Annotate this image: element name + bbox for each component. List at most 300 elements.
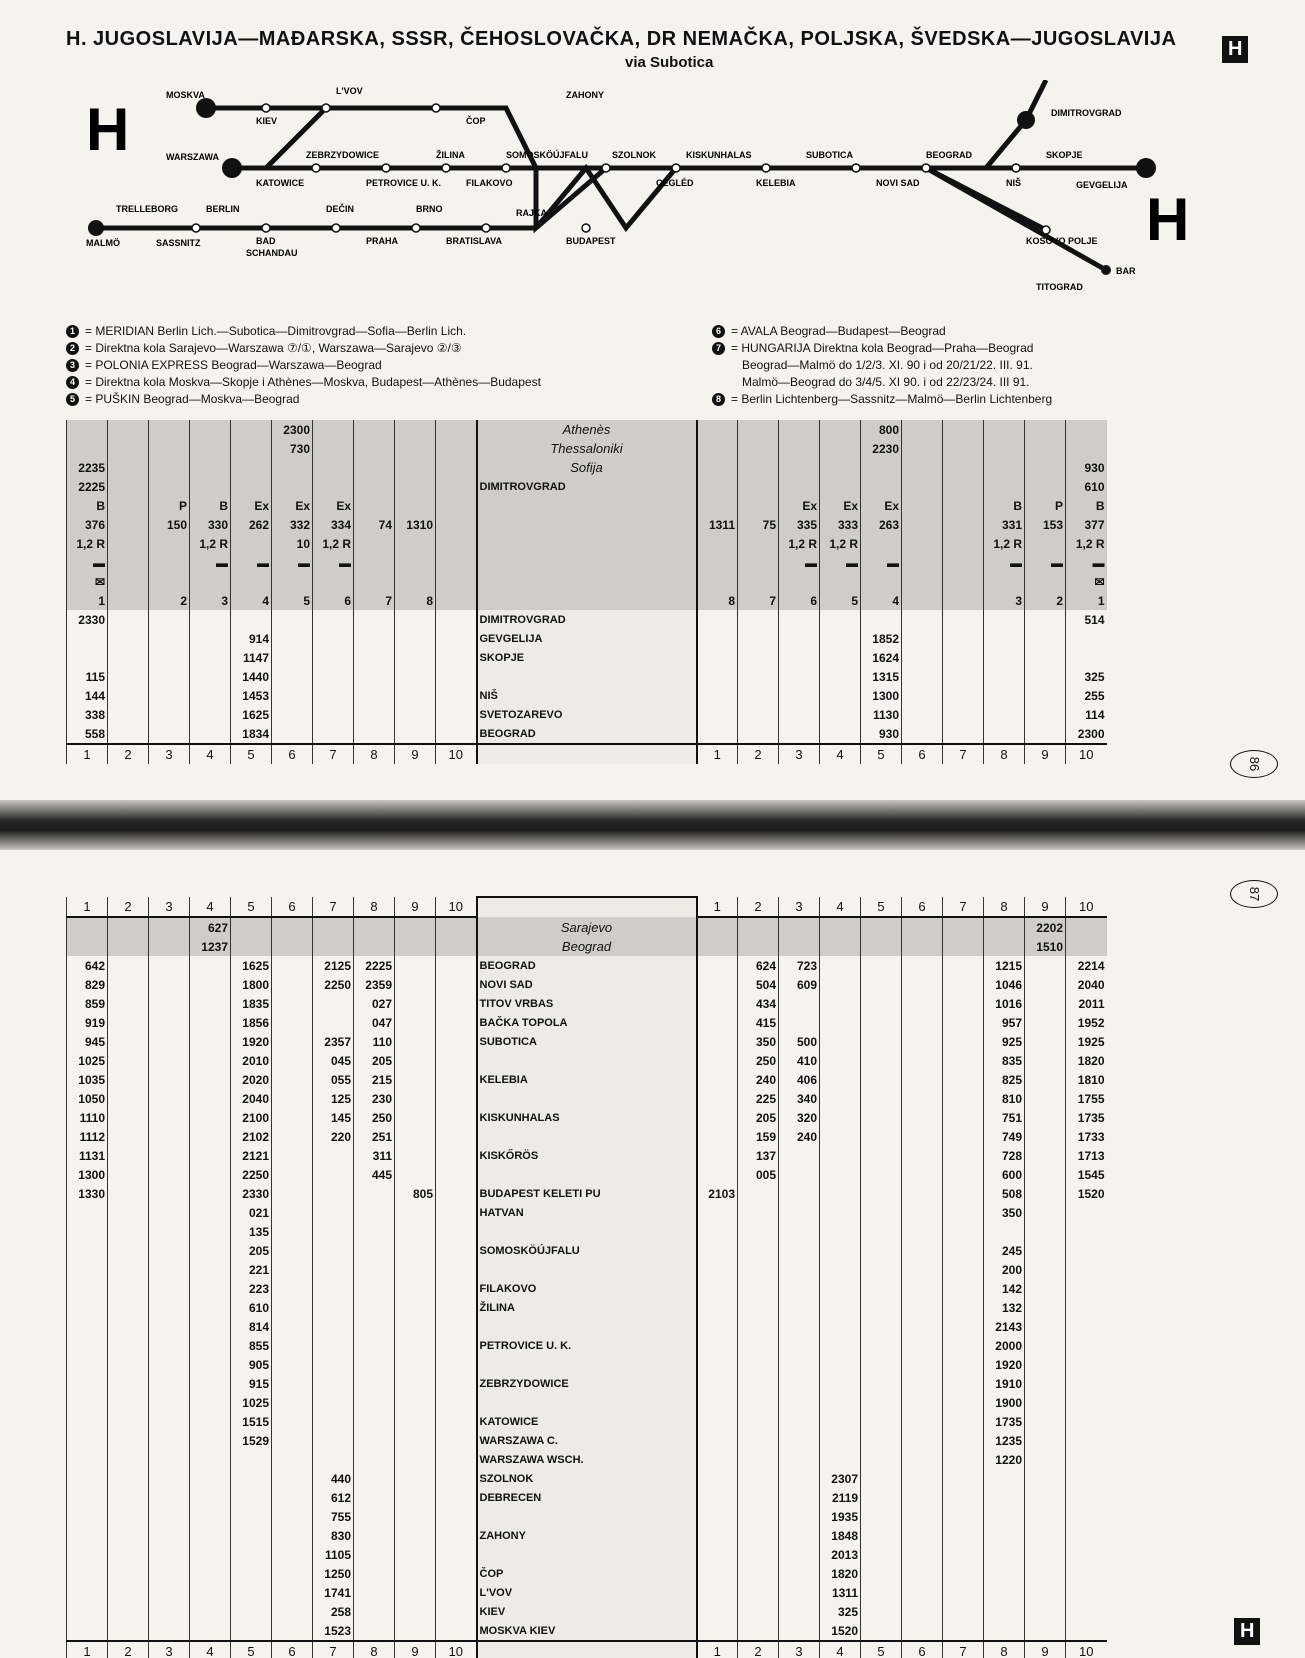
table-row: [67, 1336, 1107, 1355]
time-cell: [738, 1412, 779, 1431]
time-cell: [149, 1203, 190, 1222]
time-cell: [395, 572, 436, 591]
svg-text:BERLIN: BERLIN: [206, 204, 240, 214]
column-number: 7: [943, 897, 984, 917]
legend-left: [66, 323, 541, 408]
time-cell: 805: [395, 1184, 436, 1203]
time-cell: [697, 686, 738, 705]
station-name: BAČKA TOPOLA: [477, 1013, 697, 1032]
time-cell: [1066, 1317, 1107, 1336]
time-cell: B: [190, 496, 231, 515]
time-cell: Ex: [820, 496, 861, 515]
column-number: 3: [149, 744, 190, 764]
time-cell: [902, 1298, 943, 1317]
time-cell: [943, 591, 984, 610]
time-cell: [436, 515, 477, 534]
time-cell: [272, 705, 313, 724]
svg-text:DEČIN: DEČIN: [326, 204, 355, 214]
time-cell: [149, 553, 190, 572]
time-cell: [738, 610, 779, 629]
time-cell: [1025, 1070, 1066, 1089]
time-cell: 2040: [1066, 975, 1107, 994]
table-row: [67, 610, 1107, 629]
time-cell: [395, 1431, 436, 1450]
time-cell: [272, 1241, 313, 1260]
time-cell: [354, 917, 395, 937]
table-row: [67, 515, 1107, 534]
time-cell: [190, 1089, 231, 1108]
time-cell: [354, 667, 395, 686]
time-cell: [313, 1146, 354, 1165]
time-cell: 609: [779, 975, 820, 994]
time-cell: [943, 1203, 984, 1222]
time-cell: [149, 1564, 190, 1583]
time-cell: [1066, 1621, 1107, 1641]
time-cell: [1066, 1298, 1107, 1317]
time-cell: 335: [779, 515, 820, 534]
time-cell: [108, 1374, 149, 1393]
time-cell: [354, 705, 395, 724]
time-cell: [190, 1393, 231, 1412]
time-cell: [861, 572, 902, 591]
time-cell: [108, 1051, 149, 1070]
time-cell: [313, 477, 354, 496]
time-cell: 205: [231, 1241, 272, 1260]
time-cell: [108, 1203, 149, 1222]
column-number: 10: [436, 897, 477, 917]
time-cell: 255: [1066, 686, 1107, 705]
time-cell: [820, 1032, 861, 1051]
time-cell: [984, 1507, 1025, 1526]
time-cell: [943, 1583, 984, 1602]
time-cell: [354, 496, 395, 515]
time-cell: [1025, 1222, 1066, 1241]
time-cell: [1066, 1203, 1107, 1222]
time-cell: [108, 1526, 149, 1545]
time-cell: [190, 1355, 231, 1374]
time-cell: [108, 1241, 149, 1260]
time-cell: [272, 1298, 313, 1317]
station-name: DIMITROVGRAD: [477, 477, 697, 496]
column-number: 6: [902, 744, 943, 764]
time-cell: 2125: [313, 956, 354, 975]
time-cell: [1025, 1108, 1066, 1127]
time-cell: [697, 1355, 738, 1374]
time-cell: 2000: [984, 1336, 1025, 1355]
time-cell: [861, 1602, 902, 1621]
time-cell: [943, 1279, 984, 1298]
time-cell: [436, 1526, 477, 1545]
time-cell: [1025, 1089, 1066, 1108]
time-cell: [108, 1013, 149, 1032]
legend-item: 6 = AVALA Beograd—Budapest—Beograd: [712, 323, 1052, 340]
table-row: [67, 1298, 1107, 1317]
time-cell: [231, 1469, 272, 1488]
time-cell: [820, 705, 861, 724]
time-cell: [1066, 420, 1107, 439]
column-number: 5: [861, 744, 902, 764]
time-cell: [1066, 937, 1107, 956]
time-cell: 1920: [984, 1355, 1025, 1374]
time-cell: ▬: [190, 553, 231, 572]
table-row: [67, 1070, 1107, 1089]
time-cell: [67, 937, 108, 956]
time-cell: [697, 1108, 738, 1127]
time-cell: [395, 1241, 436, 1260]
svg-text:SCHANDAU: SCHANDAU: [246, 248, 298, 258]
time-cell: [354, 1374, 395, 1393]
time-cell: [943, 648, 984, 667]
time-cell: [354, 439, 395, 458]
time-cell: [697, 1298, 738, 1317]
time-cell: [313, 629, 354, 648]
time-cell: [354, 1355, 395, 1374]
time-cell: [1025, 1602, 1066, 1621]
time-cell: [1025, 1336, 1066, 1355]
time-cell: [149, 1108, 190, 1127]
column-number: 2: [108, 897, 149, 917]
time-cell: [697, 1469, 738, 1488]
time-cell: [1025, 1203, 1066, 1222]
column-number: 3: [149, 1641, 190, 1658]
time-cell: [779, 1260, 820, 1279]
time-cell: [902, 975, 943, 994]
column-number: 6: [272, 744, 313, 764]
time-cell: [108, 515, 149, 534]
time-cell: [354, 1526, 395, 1545]
time-cell: [272, 1146, 313, 1165]
time-cell: [67, 1469, 108, 1488]
time-cell: [1066, 1355, 1107, 1374]
time-cell: 10: [272, 534, 313, 553]
time-cell: [1025, 667, 1066, 686]
table-row: [67, 1108, 1107, 1127]
time-cell: 2300: [272, 420, 313, 439]
time-cell: [697, 1279, 738, 1298]
time-cell: [272, 477, 313, 496]
time-cell: [1025, 572, 1066, 591]
time-cell: [67, 1222, 108, 1241]
time-cell: [395, 705, 436, 724]
column-number: 2: [738, 1641, 779, 1658]
time-cell: [108, 1450, 149, 1469]
time-cell: [313, 1203, 354, 1222]
table-row: [67, 496, 1107, 515]
time-cell: [902, 1146, 943, 1165]
time-cell: [354, 1279, 395, 1298]
route-map: [66, 80, 1196, 320]
column-number: 7: [313, 1641, 354, 1658]
time-cell: [149, 1032, 190, 1051]
time-cell: 2235: [67, 458, 108, 477]
time-cell: [67, 917, 108, 937]
time-cell: [190, 1621, 231, 1641]
time-cell: [943, 1241, 984, 1260]
time-cell: [436, 439, 477, 458]
time-cell: [1066, 1412, 1107, 1431]
time-cell: [1066, 439, 1107, 458]
time-cell: [354, 1621, 395, 1641]
station-name: [477, 572, 697, 591]
time-cell: [943, 572, 984, 591]
time-cell: [395, 1583, 436, 1602]
time-cell: [354, 572, 395, 591]
time-cell: [108, 994, 149, 1013]
time-cell: [272, 1469, 313, 1488]
time-cell: [313, 667, 354, 686]
svg-text:SOMOSKÖÚJFALU: SOMOSKÖÚJFALU: [506, 150, 589, 160]
time-cell: 1741: [313, 1583, 354, 1602]
time-cell: [395, 686, 436, 705]
time-cell: [395, 629, 436, 648]
time-cell: 1235: [984, 1431, 1025, 1450]
time-cell: [108, 1298, 149, 1317]
time-cell: [697, 1146, 738, 1165]
time-cell: [697, 1317, 738, 1336]
time-cell: 2040: [231, 1089, 272, 1108]
station-name: [477, 591, 697, 610]
time-cell: 3: [984, 591, 1025, 610]
time-cell: [697, 956, 738, 975]
time-cell: [779, 1526, 820, 1545]
time-cell: [231, 1564, 272, 1583]
time-cell: [231, 572, 272, 591]
time-cell: [436, 610, 477, 629]
time-cell: [395, 1127, 436, 1146]
time-cell: [1025, 1469, 1066, 1488]
time-cell: 1131: [67, 1146, 108, 1165]
station-name: [477, 534, 697, 553]
time-cell: [231, 1507, 272, 1526]
time-cell: [395, 1279, 436, 1298]
table-row: [67, 1564, 1107, 1583]
time-cell: [190, 667, 231, 686]
time-cell: [354, 1507, 395, 1526]
time-cell: [108, 591, 149, 610]
time-cell: [108, 1431, 149, 1450]
time-cell: [108, 1146, 149, 1165]
svg-text:ZAHONY: ZAHONY: [566, 90, 604, 100]
time-cell: 919: [67, 1013, 108, 1032]
time-cell: [395, 1260, 436, 1279]
time-cell: [272, 610, 313, 629]
time-cell: [820, 1222, 861, 1241]
time-cell: [943, 937, 984, 956]
time-cell: [67, 629, 108, 648]
time-cell: [902, 1070, 943, 1089]
time-cell: [943, 724, 984, 744]
time-cell: 504: [738, 975, 779, 994]
column-number-row: [67, 744, 1107, 764]
station-name: [477, 515, 697, 534]
time-cell: [861, 1431, 902, 1450]
time-cell: 2330: [231, 1184, 272, 1203]
time-cell: [738, 1222, 779, 1241]
time-cell: [272, 1602, 313, 1621]
time-cell: P: [1025, 496, 1066, 515]
time-cell: 1735: [984, 1412, 1025, 1431]
time-cell: [902, 1260, 943, 1279]
station-name: Sofija: [477, 458, 697, 477]
table-row: [67, 686, 1107, 705]
time-cell: [313, 1260, 354, 1279]
time-cell: 2250: [313, 975, 354, 994]
time-cell: [108, 1583, 149, 1602]
time-cell: [738, 1621, 779, 1641]
time-cell: 2230: [861, 439, 902, 458]
time-cell: [272, 572, 313, 591]
time-cell: 2013: [820, 1545, 861, 1564]
column-number: 5: [861, 897, 902, 917]
time-cell: 350: [984, 1203, 1025, 1222]
time-cell: [738, 1431, 779, 1450]
time-cell: [902, 1127, 943, 1146]
time-cell: [149, 1184, 190, 1203]
time-cell: [149, 1279, 190, 1298]
time-cell: [943, 1317, 984, 1336]
time-cell: [149, 648, 190, 667]
station-name: NOVI SAD: [477, 975, 697, 994]
time-cell: [861, 1089, 902, 1108]
time-cell: [272, 1583, 313, 1602]
time-cell: 1925: [1066, 1032, 1107, 1051]
column-number: 7: [313, 744, 354, 764]
time-cell: 1105: [313, 1545, 354, 1564]
svg-text:BAR: BAR: [1116, 266, 1136, 276]
station-name: BEOGRAD: [477, 724, 697, 744]
time-cell: [697, 1336, 738, 1355]
legend-item: 5 = PUŠKIN Beograd—Moskva—Beograd: [66, 391, 541, 408]
time-cell: [395, 1450, 436, 1469]
time-cell: [1025, 1355, 1066, 1374]
time-cell: [149, 1393, 190, 1412]
time-cell: [820, 458, 861, 477]
time-cell: 1,2 R: [313, 534, 354, 553]
time-cell: [272, 1336, 313, 1355]
station-name: [477, 1127, 697, 1146]
time-cell: 2250: [231, 1165, 272, 1184]
time-cell: [1025, 439, 1066, 458]
time-cell: 755: [313, 1507, 354, 1526]
svg-text:SASSNITZ: SASSNITZ: [156, 238, 201, 248]
time-cell: [943, 705, 984, 724]
time-cell: [272, 1222, 313, 1241]
page-title: H. JUGOSLAVIJA—MAĐARSKA, SSSR, ČEHOSLOVAČKA, DR NEMAČKA, POLJSKA, ŠVEDSKA—JUGOSLAVIJA: [66, 28, 1177, 50]
time-cell: [943, 1488, 984, 1507]
time-cell: 440: [313, 1469, 354, 1488]
time-cell: [395, 917, 436, 937]
time-cell: 859: [67, 994, 108, 1013]
time-cell: [395, 1013, 436, 1032]
time-cell: 1310: [395, 515, 436, 534]
time-cell: [984, 1526, 1025, 1545]
time-cell: [395, 420, 436, 439]
time-cell: [779, 937, 820, 956]
time-cell: 642: [67, 956, 108, 975]
time-cell: 1529: [231, 1431, 272, 1450]
time-cell: [1025, 686, 1066, 705]
time-cell: [108, 439, 149, 458]
time-cell: [943, 1602, 984, 1621]
time-cell: [820, 1279, 861, 1298]
time-cell: [272, 1127, 313, 1146]
time-cell: [108, 1317, 149, 1336]
time-cell: P: [149, 496, 190, 515]
time-cell: [820, 994, 861, 1013]
time-cell: [861, 1260, 902, 1279]
time-cell: [1025, 1412, 1066, 1431]
time-cell: [943, 1374, 984, 1393]
time-cell: [108, 1412, 149, 1431]
time-cell: [902, 1108, 943, 1127]
time-cell: [108, 477, 149, 496]
table-row: [67, 1032, 1107, 1051]
time-cell: [943, 1412, 984, 1431]
time-cell: [395, 1146, 436, 1165]
time-cell: [313, 1298, 354, 1317]
time-cell: [697, 1450, 738, 1469]
svg-text:KIEV: KIEV: [256, 116, 278, 126]
time-cell: [149, 1412, 190, 1431]
time-cell: [779, 1507, 820, 1526]
time-cell: [820, 1298, 861, 1317]
time-cell: [1066, 1374, 1107, 1393]
time-cell: 333: [820, 515, 861, 534]
time-cell: [190, 1412, 231, 1431]
time-cell: 137: [738, 1146, 779, 1165]
time-cell: [943, 553, 984, 572]
time-cell: 2225: [67, 477, 108, 496]
svg-text:KELEBIA: KELEBIA: [756, 178, 796, 188]
time-cell: [943, 1336, 984, 1355]
time-cell: 2011: [1066, 994, 1107, 1013]
time-cell: [861, 1241, 902, 1260]
time-cell: [861, 956, 902, 975]
time-cell: [272, 1545, 313, 1564]
time-cell: 340: [779, 1089, 820, 1108]
time-cell: 751: [984, 1108, 1025, 1127]
time-cell: [67, 1279, 108, 1298]
time-cell: [697, 1165, 738, 1184]
time-cell: [395, 667, 436, 686]
svg-text:SKOPJE: SKOPJE: [1046, 150, 1083, 160]
time-cell: [820, 724, 861, 744]
time-cell: [67, 1583, 108, 1602]
time-cell: [272, 1450, 313, 1469]
time-cell: [779, 1146, 820, 1165]
time-cell: [190, 1374, 231, 1393]
time-cell: [231, 1488, 272, 1507]
time-cell: 1910: [984, 1374, 1025, 1393]
station-name: [477, 667, 697, 686]
time-cell: [697, 610, 738, 629]
time-cell: [354, 1203, 395, 1222]
time-cell: [395, 1070, 436, 1089]
time-cell: [902, 648, 943, 667]
station-name: KISKŐRÖS: [477, 1146, 697, 1165]
time-cell: [67, 1564, 108, 1583]
time-cell: [354, 629, 395, 648]
time-cell: [861, 1374, 902, 1393]
time-cell: 610: [231, 1298, 272, 1317]
time-cell: 1300: [861, 686, 902, 705]
time-cell: [313, 1412, 354, 1431]
time-cell: 728: [984, 1146, 1025, 1165]
time-cell: 1523: [313, 1621, 354, 1641]
time-cell: [902, 420, 943, 439]
time-cell: [108, 1355, 149, 1374]
column-number: 5: [231, 1641, 272, 1658]
